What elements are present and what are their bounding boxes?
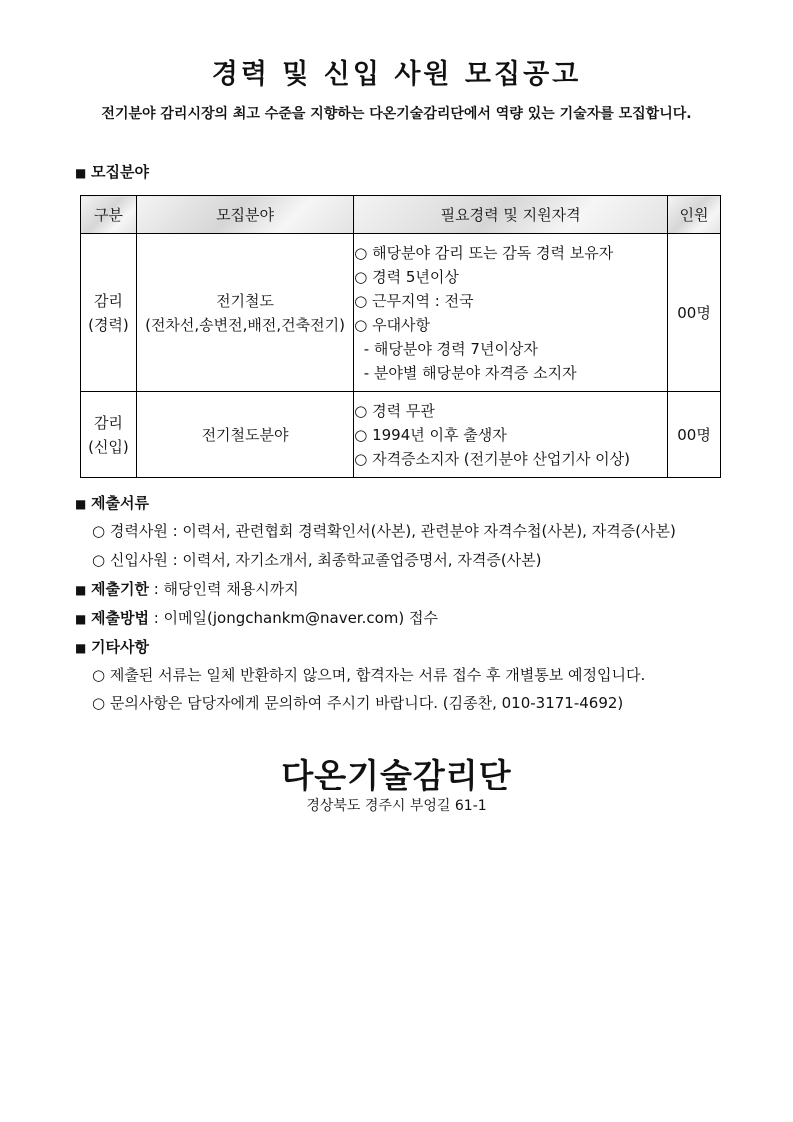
- cell-requirements: [354, 392, 668, 478]
- table-row: [81, 234, 721, 392]
- section-deadline: [75, 578, 299, 599]
- requirement-subitem: - 분야별 해당분야 자격증 소지자: [354, 363, 577, 382]
- requirement-item: ○ 1994년 이후 출생자: [354, 425, 507, 444]
- etc-item: ○ 문의사항은 담당자에게 문의하여 주시기 바랍니다. (김종찬, 010-3171-4692): [92, 694, 624, 712]
- requirement-subitem: - 해당분야 경력 7년이상자: [354, 339, 538, 358]
- cell-count: 00명: [668, 392, 721, 478]
- header-count: 인원: [668, 196, 721, 234]
- section-method: [75, 607, 438, 628]
- recruit-table: [80, 195, 721, 478]
- company-address: 경상북도 경주시 부엉길 61-1: [306, 798, 487, 814]
- deadline-value: : 해당인력 채용시까지: [148, 580, 299, 598]
- table-row: [81, 392, 721, 478]
- company-name: 다온기술감리단: [281, 756, 512, 795]
- page-subtitle: 전기분야 감리시장의 최고 수준을 지향하는 다온기술감리단에서 역량 있는 기술자를 모집합니다.: [101, 106, 692, 122]
- section-heading: 제출방법: [91, 609, 149, 627]
- section-recruit-field: [75, 161, 149, 182]
- requirement-item: ○ 해당분야 감리 또는 감독 경력 보유자: [354, 243, 614, 262]
- section-documents: [75, 492, 149, 513]
- category-label: 감리: [93, 413, 123, 432]
- page-title: 경력 및 신입 사원 모집공고: [211, 59, 582, 90]
- square-bullet-icon: ■: [75, 612, 87, 626]
- square-bullet-icon: ■: [75, 583, 87, 597]
- square-bullet-icon: ■: [75, 497, 87, 511]
- category-type: (경력): [88, 315, 129, 334]
- document-item: ○ 경력사원 : 이력서, 관련협회 경력확인서(사본), 관련분야 자격수첩(사본), 자격증(사본): [92, 522, 676, 540]
- header-category: 구분: [81, 196, 137, 234]
- square-bullet-icon: ■: [75, 166, 87, 180]
- cell-count: 00명: [668, 234, 721, 392]
- requirement-item: ○ 경력 5년이상: [354, 267, 459, 286]
- method-value: : 이메일(jongchankm@naver.com) 접수: [148, 609, 439, 627]
- section-etc: [75, 636, 149, 657]
- requirement-item: ○ 우대사항: [354, 315, 431, 334]
- cell-field: [136, 392, 353, 478]
- document-item: ○ 신입사원 : 이력서, 자기소개서, 최종학교졸업증명서, 자격증(사본): [92, 551, 542, 569]
- section-heading: 제출기한: [91, 580, 149, 598]
- cell-category: [81, 234, 137, 392]
- category-type: (신입): [88, 437, 129, 456]
- header-field: 모집분야: [136, 196, 353, 234]
- section-heading: 제출서류: [91, 494, 149, 512]
- section-heading: 모집분야: [91, 163, 149, 181]
- etc-item: ○ 제출된 서류는 일체 반환하지 않으며, 합격자는 서류 접수 후 개별통보 예정입니다.: [92, 666, 646, 684]
- field-name: 전기철도분야: [201, 425, 289, 444]
- field-detail: (전차선,송변전,배전,건축전기): [145, 315, 345, 334]
- requirement-item: ○ 경력 무관: [354, 401, 435, 420]
- requirement-item: ○ 근무지역 : 전국: [354, 291, 474, 310]
- section-heading: 기타사항: [91, 638, 149, 656]
- table-header-row: [81, 196, 721, 234]
- square-bullet-icon: ■: [75, 641, 87, 655]
- cell-field: [136, 234, 353, 392]
- cell-requirements: [354, 234, 668, 392]
- category-label: 감리: [93, 291, 123, 310]
- field-name: 전기철도: [216, 291, 275, 310]
- requirement-item: ○ 자격증소지자 (전기분야 산업기사 이상): [354, 449, 630, 468]
- cell-category: [81, 392, 137, 478]
- header-requirements: 필요경력 및 지원자격: [354, 196, 668, 234]
